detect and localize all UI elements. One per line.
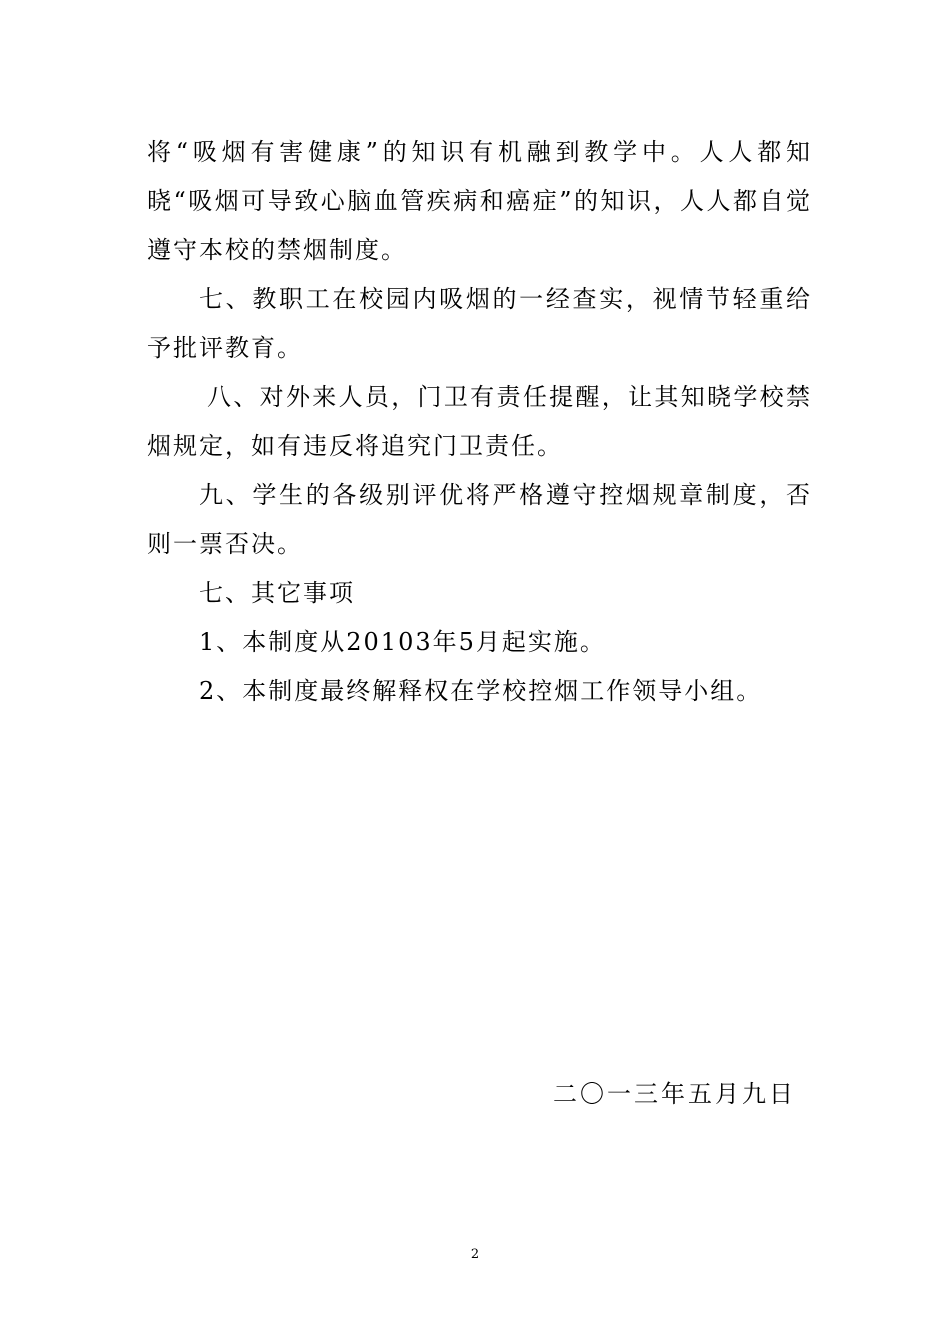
document-body [147, 128, 812, 716]
paragraph-item-7-staff: 七、教职工在校园内吸烟的一经查实，视情节轻重给予批评教育。 [147, 285, 812, 362]
paragraph-item-9-students: 九、学生的各级别评优将严格遵守控烟规章制度，否则一票否决。 [147, 481, 812, 558]
section-heading-other-matters: 七、其它事项 [199, 579, 355, 607]
page-number: 2 [470, 1247, 480, 1262]
paragraph-effective-date: 1、本制度从20103年5月起实施。 [199, 628, 606, 656]
paragraph-item-8-visitors: 八、对外来人员，门卫有责任提醒，让其知晓学校禁烟规定，如有违反将追究门卫责任。 [147, 383, 812, 460]
document-date: 二〇一三年五月九日 [553, 1080, 796, 1108]
paragraph-interpretation-right: 2、本制度最终解释权在学校控烟工作领导小组。 [199, 677, 763, 705]
paragraph-continuation: 将“吸烟有害健康”的知识有机融到教学中。人人都知晓“吸烟可导致心脑血管疾病和癌症”的知识，人人都自觉遵守本校的禁烟制度。 [147, 138, 812, 264]
